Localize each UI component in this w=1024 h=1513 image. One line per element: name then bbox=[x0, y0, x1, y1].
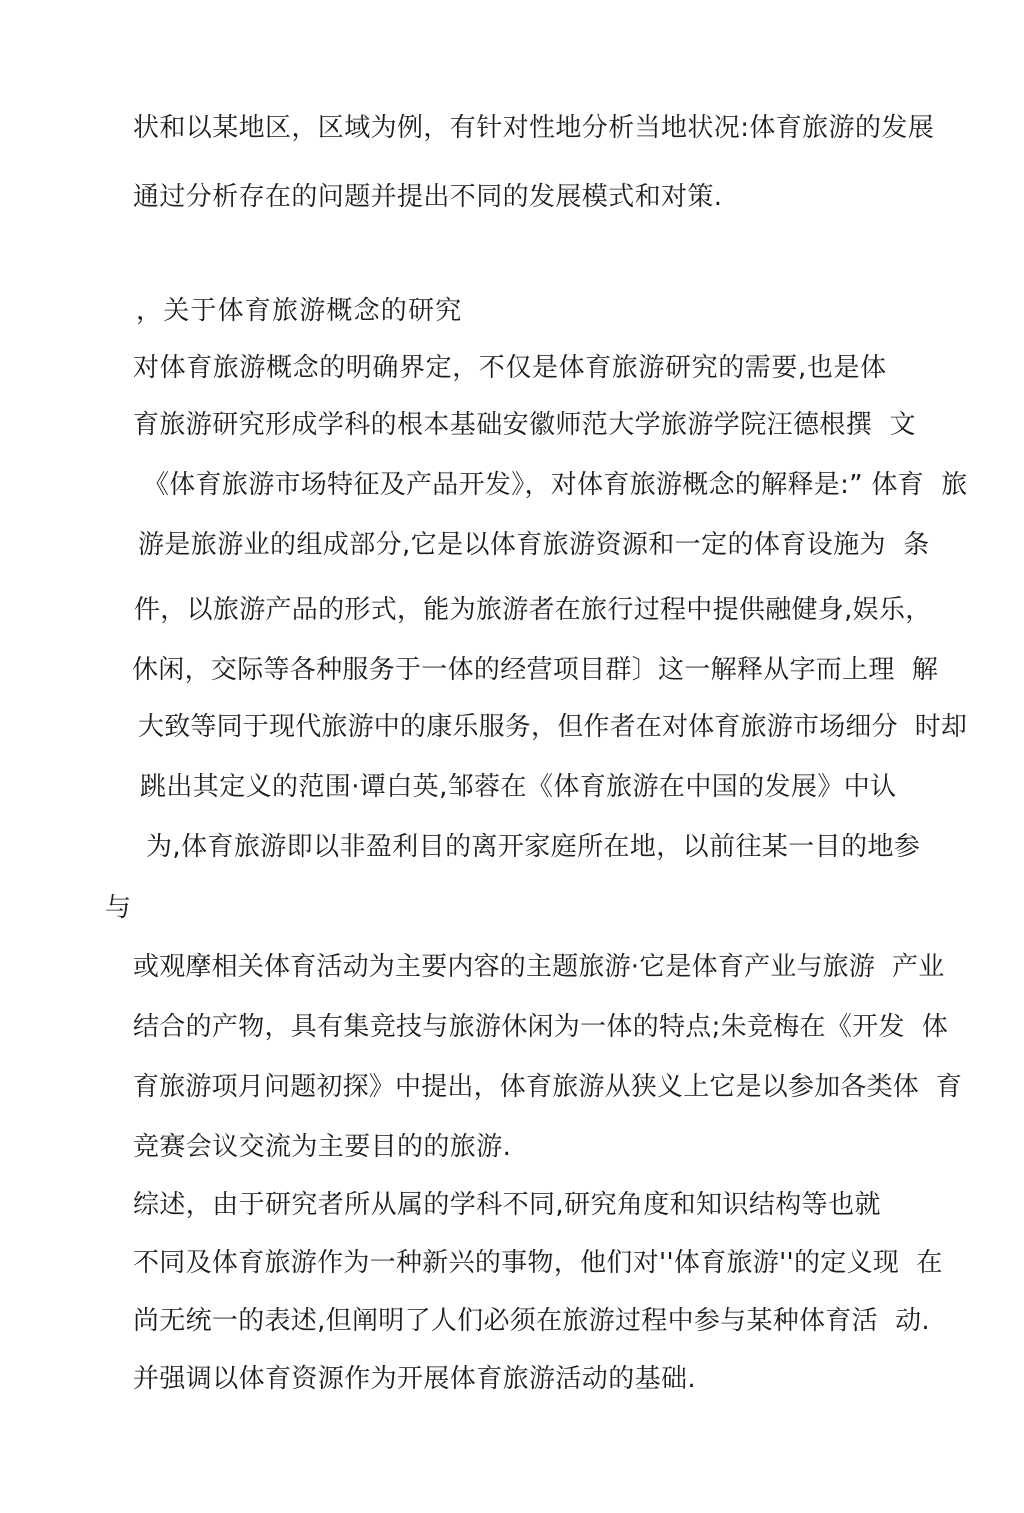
text-line: 综述，由于研究者所从属的学科不同,研究角度和知识结构等也就 bbox=[133, 1190, 881, 1220]
text-line: 与 bbox=[105, 893, 132, 923]
text-line: 休闲，交际等各种服务于一体的经营项目群〕这一解释从字而上理 解 bbox=[132, 655, 939, 685]
text-line: 育旅游项月问题初探》中提出，体育旅游从狭义上它是以参加各类体 育 bbox=[133, 1072, 963, 1102]
text-line: 状和以某地区，区域为例，有针对性地分析当地状况:体育旅游的发展 bbox=[133, 113, 935, 143]
text-line: 件，以旅游产品的形式，能为旅游者在旅行过程中提供融健身,娱乐， bbox=[134, 595, 932, 625]
text-line: 通过分析存在的问题并提出不同的发展模式和对策. bbox=[133, 182, 723, 212]
text-line: 《体育旅游市场特征及产品开发》，对体育旅游概念的解释是:” 体育 旅 bbox=[143, 470, 968, 500]
text-line: 为,体育旅游即以非盈利目的离开家庭所在地，以前往某一目的地参 bbox=[146, 832, 921, 862]
text-line: 并强调以体育资源作为开展体育旅游活动的基础. bbox=[133, 1364, 697, 1394]
text-line: 游是旅游业的组成部分,它是以体育旅游资源和一定的体育设施为 条 bbox=[138, 530, 930, 560]
text-line: 对体育旅游概念的明确界定，不仅是体育旅游研究的需要,也是体 bbox=[133, 353, 887, 383]
text-line: 尚无统一的表述,但阐明了人们必须在旅游过程中参与某种体育活 动. bbox=[133, 1306, 930, 1336]
text-line: 育旅游研究形成学科的根本基础安徽师范大学旅游学院汪德根撰 文 bbox=[133, 410, 916, 440]
text-line: ，关于体育旅游概念的研究 bbox=[136, 296, 463, 326]
text-line: 结合的产物，具有集竞技与旅游休闲为一体的特点;朱竞梅在《开发 体 bbox=[133, 1012, 949, 1042]
text-line: 跳出其定义的范围·谭白英,邹蓉在《体育旅游在中国的发展》中认 bbox=[140, 772, 897, 802]
text-line: 大致等同于现代旅游中的康乐服务，但作者在对体育旅游市场细分 时却 bbox=[138, 712, 968, 742]
text-line: 不同及体育旅游作为一种新兴的事物，他们对''体育旅游''的定义现 在 bbox=[133, 1248, 943, 1278]
text-line: 或观摩相关体育活动为主要内容的主题旅游·它是体育产业与旅游 产业 bbox=[133, 952, 945, 982]
text-line: 竞赛会议交流为主要目的的旅游. bbox=[133, 1132, 512, 1162]
